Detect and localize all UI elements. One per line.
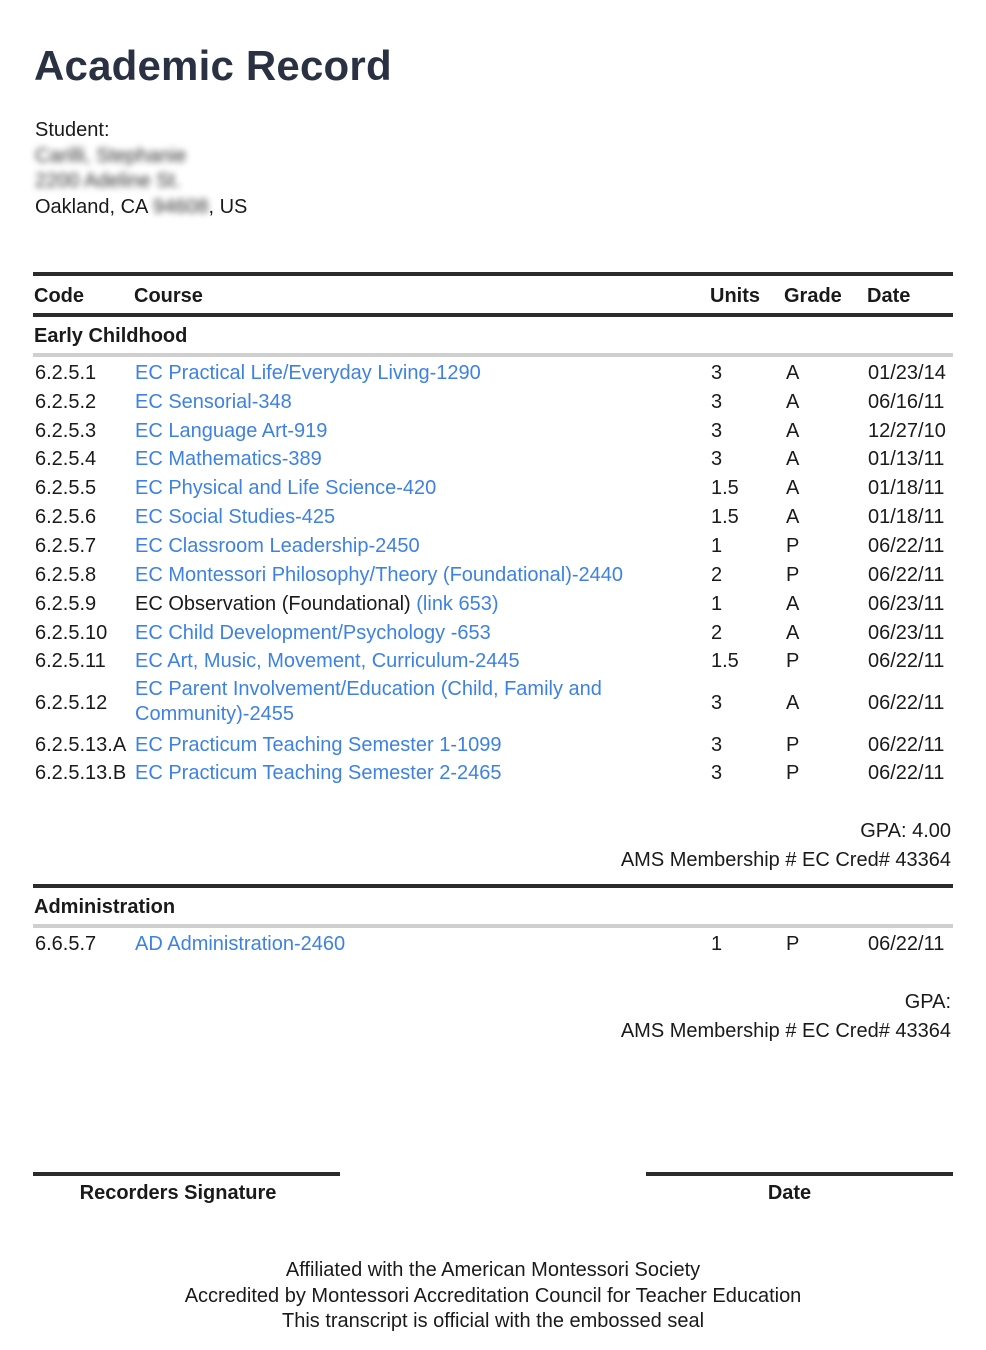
course-date: 06/22/11 <box>868 733 945 756</box>
student-zip: 94608 <box>152 195 209 218</box>
course-date: 06/22/11 <box>868 761 945 784</box>
course-code: 6.2.5.2 <box>35 390 97 413</box>
course-grade: A <box>786 476 800 499</box>
course-grade: P <box>786 761 800 784</box>
course-link[interactable]: EC Classroom Leadership-2450 <box>135 534 420 557</box>
footer-seal-note: This transcript is official with the embossed seal <box>281 1310 705 1332</box>
course-units: 1 <box>711 534 723 557</box>
course-units: 3 <box>711 761 723 784</box>
table-row <box>0 647 986 675</box>
course-grade: P <box>786 534 800 557</box>
course-code: 6.2.5.9 <box>35 592 97 615</box>
header-units: Units <box>710 285 760 307</box>
course-code: 6.2.5.11 <box>35 649 106 672</box>
gpa-administration: GPA: <box>904 991 951 1013</box>
course-date: 01/23/14 <box>868 361 946 384</box>
table-row <box>0 759 986 787</box>
table-row <box>0 731 986 759</box>
course-link[interactable]: EC Child Development/Psychology -653 <box>135 621 491 644</box>
table-row <box>0 532 986 560</box>
course-date: 06/23/11 <box>868 621 945 644</box>
section-top-rule <box>33 884 953 888</box>
table-row <box>0 388 986 416</box>
table-row <box>0 619 986 647</box>
membership-administration: AMS Membership # EC Cred# 43364 <box>620 1020 951 1042</box>
course-grade: P <box>786 649 800 672</box>
student-name: Carilli, Stephanie <box>35 144 187 167</box>
course-code: 6.2.5.13.A <box>35 733 127 756</box>
date-signature-line <box>646 1172 953 1176</box>
header-code: Code <box>34 285 84 307</box>
course-code: 6.2.5.8 <box>35 563 97 586</box>
course-grade: A <box>786 505 800 528</box>
course-date: 06/22/11 <box>868 649 945 672</box>
table-row <box>0 590 986 618</box>
course-link[interactable]: EC Language Art-919 <box>135 419 328 442</box>
table-row <box>0 417 986 445</box>
header-date: Date <box>867 285 911 307</box>
course-date: 06/22/11 <box>868 563 945 586</box>
course-units: 3 <box>711 733 723 756</box>
course-code: 6.2.5.1 <box>35 361 97 384</box>
table-row <box>0 677 986 729</box>
header-course: Course <box>134 285 203 307</box>
course-units: 2 <box>711 563 723 586</box>
course-units: 2 <box>711 621 723 644</box>
section-rule <box>33 924 953 928</box>
recorder-signature-line <box>33 1172 340 1176</box>
course-link[interactable]: EC Practical Life/Everyday Living-1290 <box>135 361 481 384</box>
course-code: 6.6.5.7 <box>35 932 97 955</box>
course-code: 6.2.5.12 <box>35 691 108 714</box>
table-row <box>0 474 986 502</box>
course-link[interactable]: EC Practicum Teaching Semester 2-2465 <box>135 761 502 784</box>
course-date: 12/27/10 <box>868 419 946 442</box>
table-row <box>0 445 986 473</box>
course-date: 06/16/11 <box>868 390 945 413</box>
course-code: 6.2.5.13.B <box>35 761 127 784</box>
student-country: , US <box>208 195 248 218</box>
course-date: 01/18/11 <box>868 476 945 499</box>
course-units: 3 <box>711 419 723 442</box>
course-date: 06/22/11 <box>868 932 945 955</box>
recorder-signature-label: Recorders Signature <box>79 1182 277 1204</box>
course-units: 1.5 <box>711 476 739 499</box>
membership-early-childhood: AMS Membership # EC Cred# 43364 <box>620 849 951 871</box>
course-link[interactable]: EC Physical and Life Science-420 <box>135 476 437 499</box>
course-date: 06/22/11 <box>868 691 945 714</box>
course-link[interactable]: (link 653) <box>416 592 499 615</box>
header-grade: Grade <box>784 285 842 307</box>
course-units: 1.5 <box>711 505 739 528</box>
course-link[interactable]: EC Parent Involvement/Education (Child, Family and Community)-2455 <box>135 678 602 725</box>
section-title-early-childhood: Early Childhood <box>34 325 188 347</box>
student-city-line <box>35 195 247 221</box>
course-units: 1 <box>711 592 723 615</box>
course-grade: A <box>786 447 800 470</box>
course-code: 6.2.5.5 <box>35 476 97 499</box>
student-block <box>35 118 247 220</box>
section-rule <box>33 353 953 357</box>
footer <box>0 1258 986 1335</box>
table-row <box>0 930 986 958</box>
table-row <box>0 359 986 387</box>
course-units: 3 <box>711 361 723 384</box>
course-date: 06/22/11 <box>868 534 945 557</box>
course-grade: A <box>786 621 800 644</box>
course-units: 3 <box>711 390 723 413</box>
section-title-administration: Administration <box>34 896 176 918</box>
course-link[interactable]: EC Mathematics-389 <box>135 447 322 470</box>
course-grade: A <box>786 361 800 384</box>
course-code: 6.2.5.4 <box>35 447 97 470</box>
student-street: 2200 Adeline St. <box>35 170 181 192</box>
course-name <box>135 592 655 617</box>
course-link[interactable]: EC Sensorial-348 <box>135 390 292 413</box>
course-date: 06/23/11 <box>868 592 945 615</box>
course-link[interactable]: AD Administration-2460 <box>135 932 346 955</box>
course-units: 1.5 <box>711 649 739 672</box>
course-link[interactable]: EC Social Studies-425 <box>135 505 336 528</box>
course-grade: P <box>786 932 800 955</box>
footer-affiliation: Affiliated with the American Montessori Society <box>285 1259 701 1281</box>
footer-accreditation: Accredited by Montessori Accreditation Council for Teacher Education <box>184 1284 802 1307</box>
course-units: 3 <box>711 447 723 470</box>
course-date: 01/18/11 <box>868 505 945 528</box>
signature-date-label: Date <box>767 1182 812 1204</box>
page-title: Academic Record <box>34 42 392 89</box>
header-bottom-rule <box>33 313 953 317</box>
course-link[interactable]: EC Art, Music, Movement, Curriculum-2445 <box>135 649 520 672</box>
course-grade: A <box>786 691 800 714</box>
course-code: 6.2.5.6 <box>35 505 97 528</box>
course-link[interactable]: EC Montessori Philosophy/Theory (Foundational)-2440 <box>135 563 624 586</box>
table-top-rule <box>33 272 953 276</box>
course-grade: A <box>786 390 800 413</box>
student-city: Oakland, CA <box>35 195 148 218</box>
student-label: Student: <box>35 119 110 141</box>
course-date: 01/13/11 <box>868 447 945 470</box>
course-units: 1 <box>711 932 723 955</box>
table-row <box>0 561 986 589</box>
course-link[interactable]: EC Practicum Teaching Semester 1-1099 <box>135 733 502 756</box>
course-grade: A <box>786 419 800 442</box>
course-code: 6.2.5.10 <box>35 621 108 644</box>
course-grade: P <box>786 733 800 756</box>
course-grade: P <box>786 563 800 586</box>
course-title: EC Observation (Foundational) <box>135 592 411 615</box>
gpa-early-childhood: GPA: 4.00 <box>860 820 951 842</box>
course-code: 6.2.5.7 <box>35 534 97 557</box>
course-grade: A <box>786 592 800 615</box>
course-units: 3 <box>711 691 723 714</box>
table-row <box>0 503 986 531</box>
course-code: 6.2.5.3 <box>35 419 97 442</box>
